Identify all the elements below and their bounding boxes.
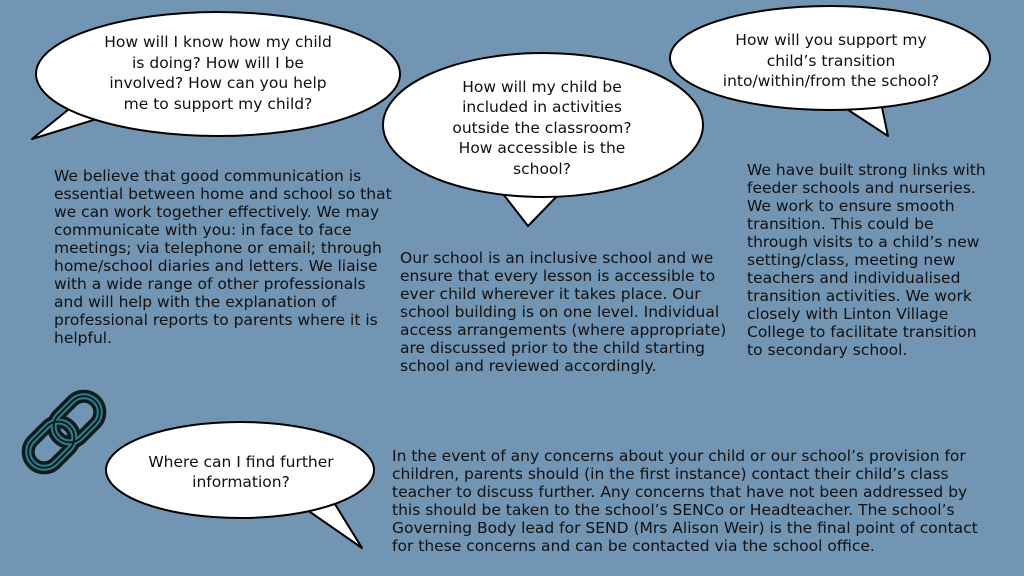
question-transition: How will you support my child’s transition into/within/from the school? — [722, 31, 940, 91]
question-information: Where can I find further information? — [148, 452, 334, 491]
chain-link-icon — [22, 390, 107, 475]
answer-information: In the event of any concerns about your child or our school’s provision for children, parents should (in the first instance) contact their child’s class teacher to discuss further. Any concerns that have not been addressed by this should be taken to the school’s SENCo or Headteacher. The school’s Governing Body lead for SEND (Mrs Alison Weir) is the final point of contact for these concerns and can be contacted via the school office. — [392, 447, 978, 555]
question-involvement: How will I know how my child is doing? How will I be involved? How can you help me to support my child? — [104, 33, 332, 113]
answer-activities: Our school is an inclusive school and we ensure that every lesson is accessible to ever child wherever it takes place. Our school building is on one level. Individual access arrangements (where appropriate) are discussed prior to the child starting school and reviewed accordingly. — [400, 249, 727, 375]
answer-transition: We have built strong links with feeder schools and nurseries. We work to ensure smooth transition. This could be through visits to a child’s new setting/class, meeting new teachers and individualised transition activities. We work closely with Linton Village College to facilitate transition to secondary school. — [747, 161, 986, 359]
answer-involvement: We believe that good communication is essential between home and school so that we can work together effectively. We may communicate with you: in face to face meetings; via telephone or email; through home/school diaries and letters. We liaise with a wide range of other professionals and will help with the explanation of professional reports to parents where it is helpful. — [54, 167, 392, 347]
question-activities: How will my child be included in activities outside the classroom? How accessible is the school? — [452, 77, 632, 178]
